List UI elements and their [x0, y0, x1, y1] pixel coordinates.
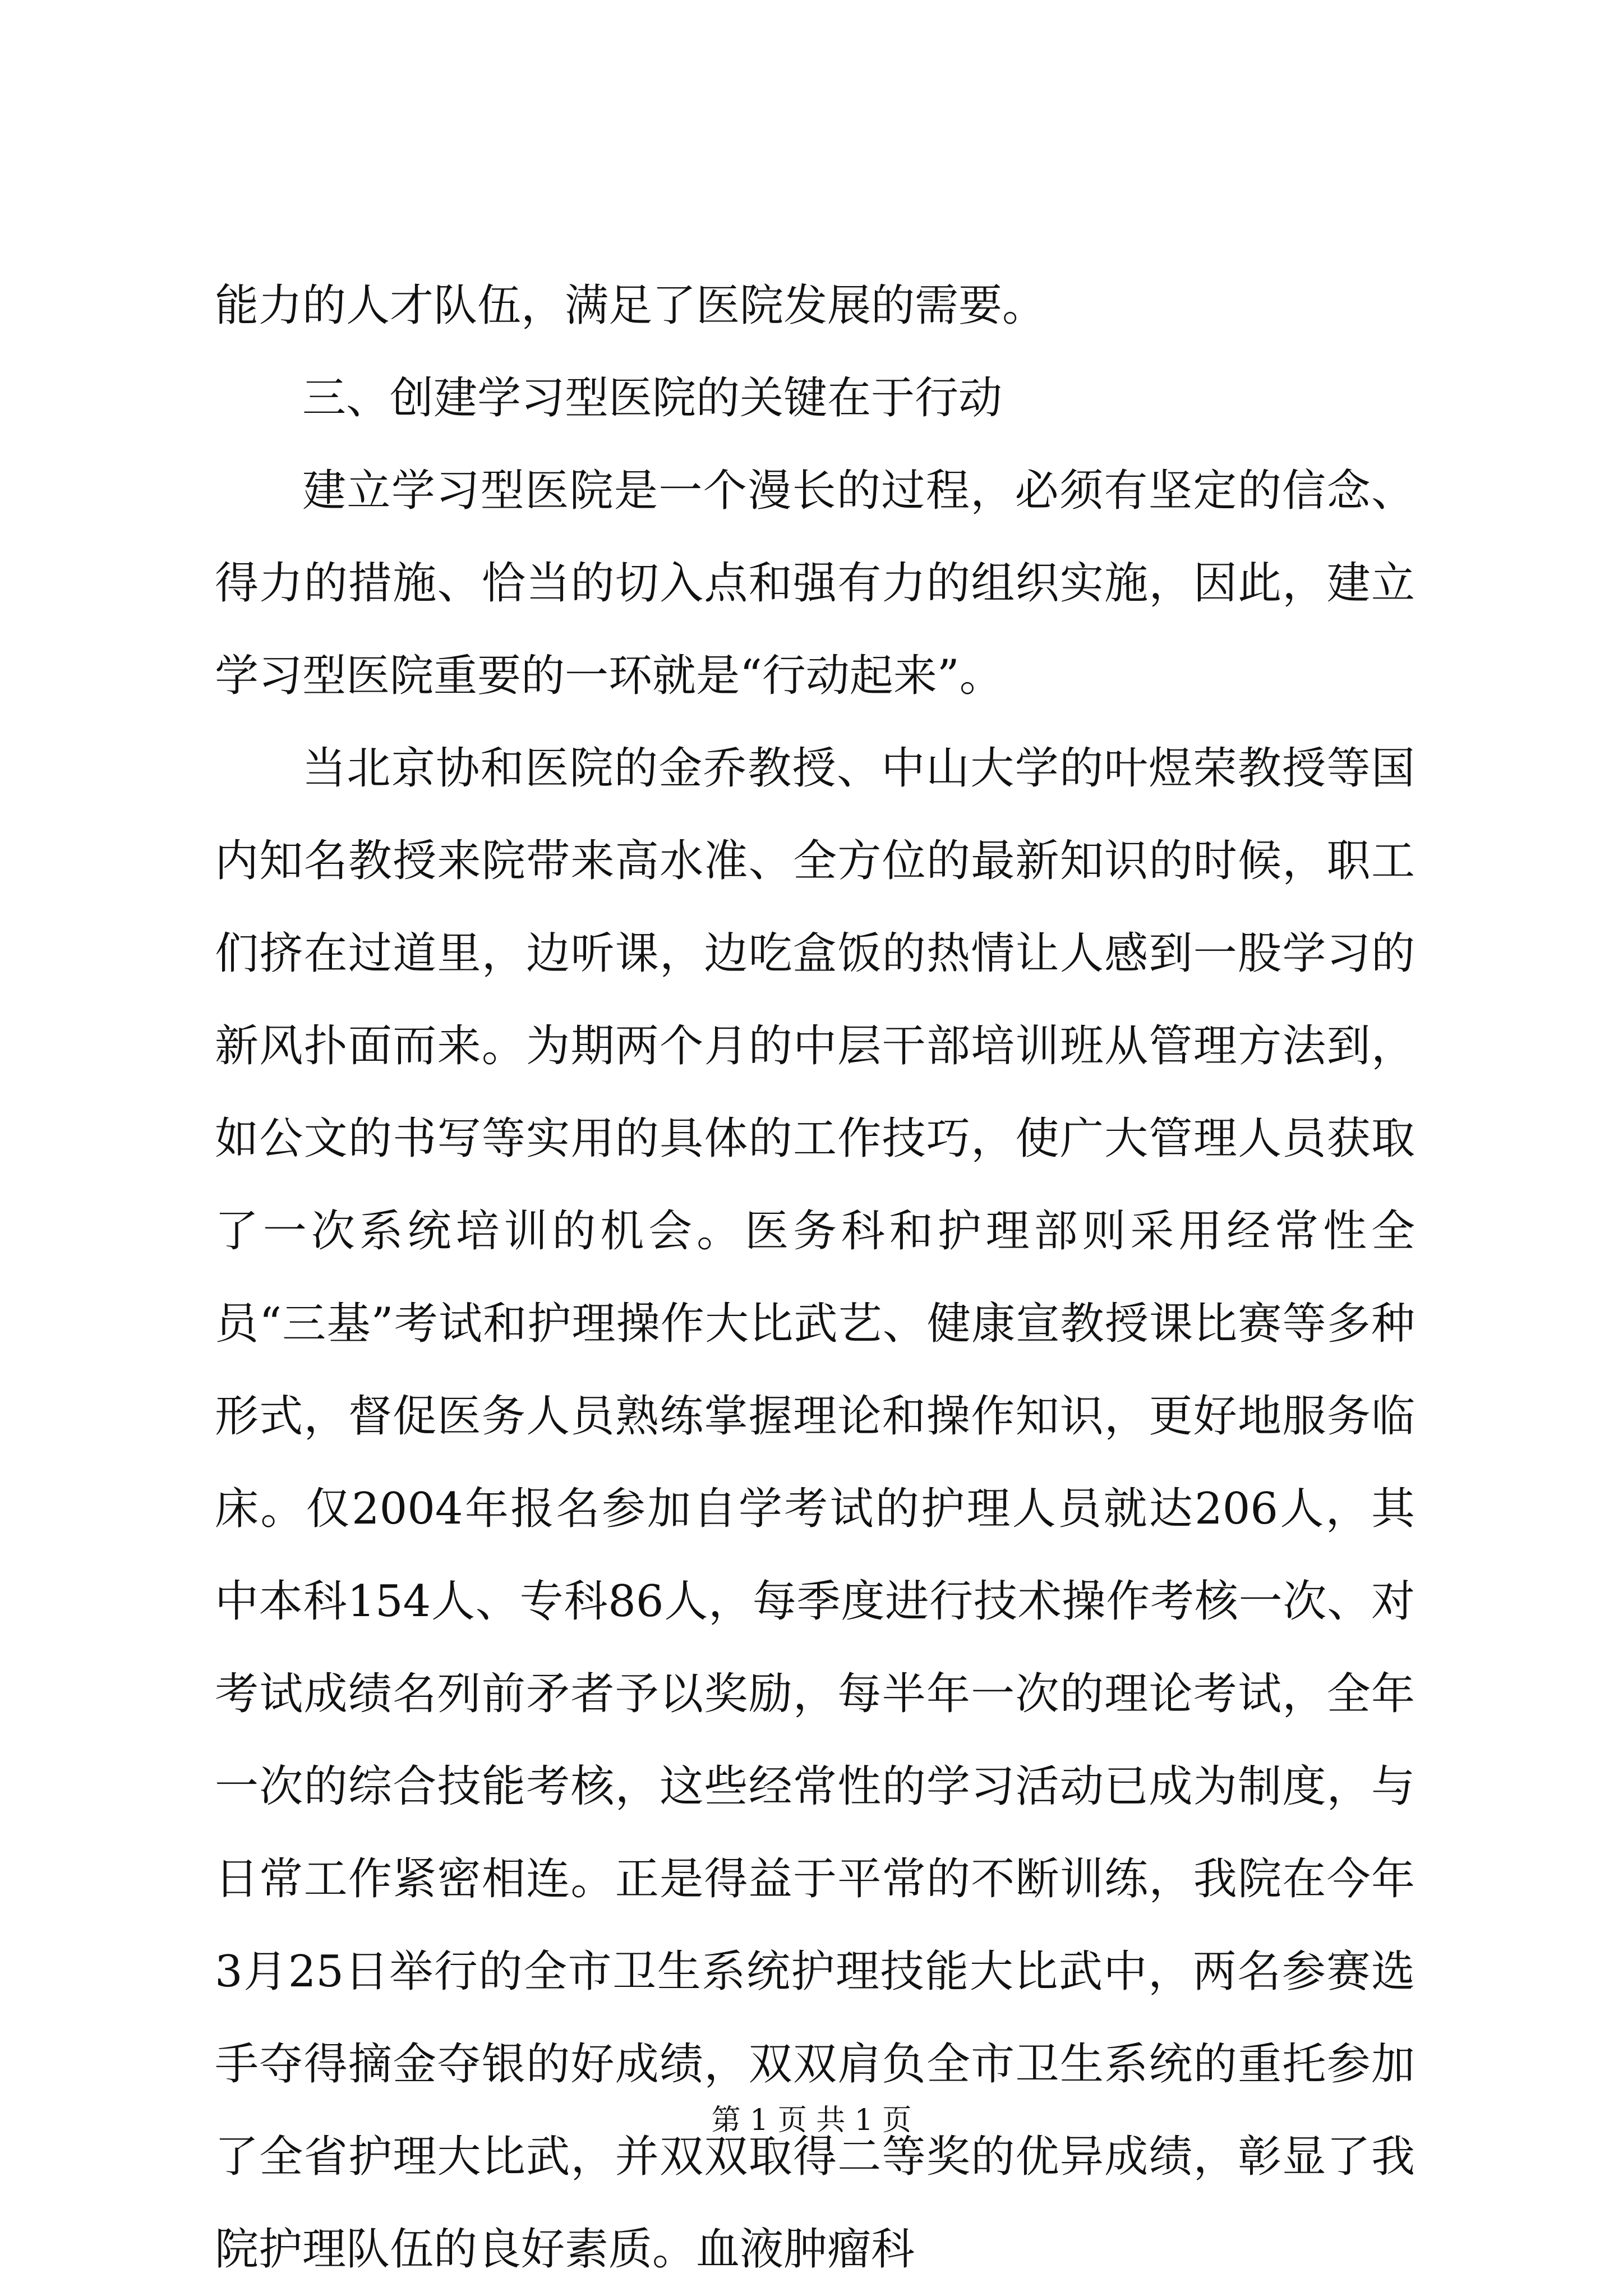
document-body: [215, 260, 1415, 2296]
paragraph-intro: 建立学习型医院是一个漫长的过程，必须有坚定的信念、得力的措施、恰当的切入点和强有力的组织实施，因此，建立学习型医院重要的一环就是“行动起来”。: [215, 466, 1415, 701]
paragraph-continuation: 能力的人才队伍，满足了医院发展的需要。: [215, 280, 1046, 331]
section-heading: 三、创建学习型医院的关键在于行动: [302, 373, 1003, 424]
paragraph-main: 当北京协和医院的金乔教授、中山大学的叶煜荣教授等国内知名教授来院带来高水准、全方位的最新知识的时候，职工们挤在过道里，边听课，边吃盒饭的热情让人感到一股学习的新风扑面而来。为期两个月的中层干部培训班从管理方法到，如公文的书写等实用的具体的工作技巧，使广大管理人员获取了一次系统培训的机会。医务科和护理部则采用经常性全员“三基”考试和护理操作大比武艺、健康宣教授课比赛等多种形式，督促医务人员熟练掌握理论和操作知识，更好地服务临床。仅2004年报名参加自学考试的护理人员就达206人，其中本科154人、专科86人，每季度进行技术操作考核一次、对考试成绩名列前矛者予以奖励，每半年一次的理论考试，全年一次的综合技能考核，这些经常性的学习活动已成为制度，与日常工作紧密相连。正是得益于平常的不断训练，我院在今年3月25日举行的全市卫生系统护理技能大比武中，两名参赛选手夺得摘金夺银的好成绩，双双肩负全市卫生系统的重托参加了全省护理大比武，并双双取得二等奖的优异成绩，彰显了我院护理队伍的良好素质。血液肿瘤科: [215, 743, 1415, 2275]
page-footer: 第 1 页 共 1 页: [711, 2104, 912, 2137]
